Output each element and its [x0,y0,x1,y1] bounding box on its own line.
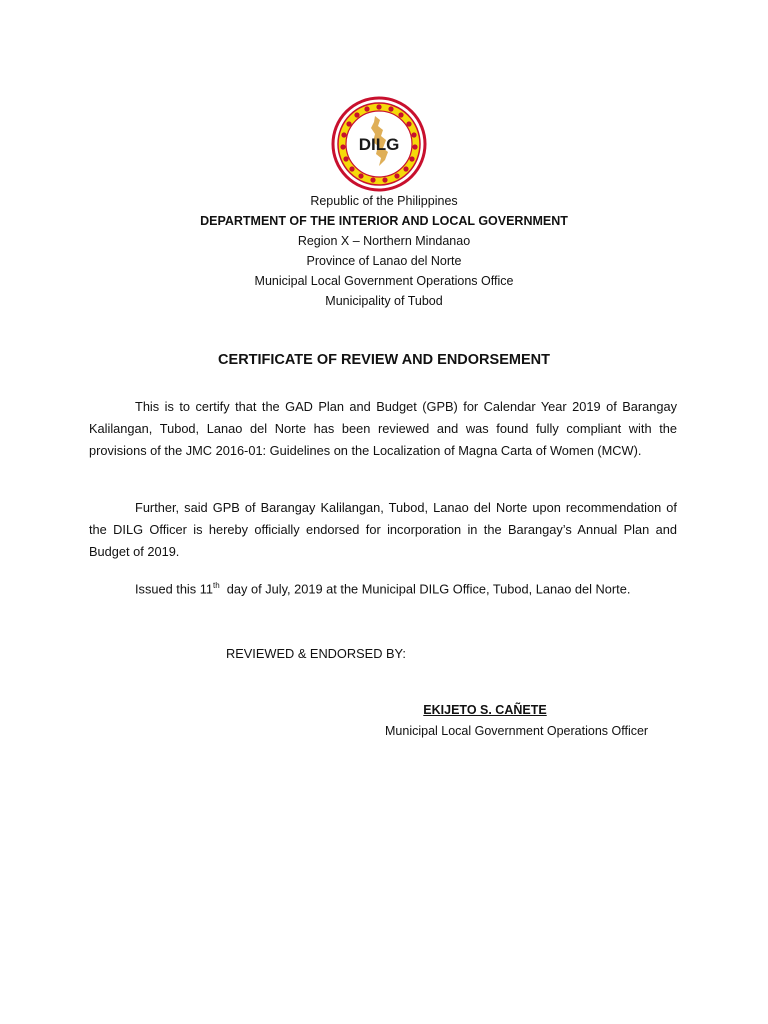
header-department: DEPARTMENT OF THE INTERIOR AND LOCAL GOVERNMENT [200,214,568,228]
dilg-seal-graphic [331,96,427,192]
reviewed-label: REVIEWED & ENDORSED BY: [226,646,406,661]
dilg-seal [331,96,427,192]
letterhead [0,191,768,311]
document-title: CERTIFICATE OF REVIEW AND ENDORSEMENT [218,352,550,368]
signatory-position: Municipal Local Government Operations Officer [385,724,649,738]
svg-text:DILG: DILG [358,135,400,154]
signatory-block [0,703,768,717]
signatory-name: EKIJETO S. CAÑETE [423,703,547,717]
certification-text: This is to certify that the GAD Plan and Budget (GPB) for Calendar Year 2019 of Barangay Kalilangan, Tubod, Lanao del Norte has been reviewed and was found fully compliant with the provisions of the JMC 2016-01: Guidelines on the Localization of Magna Carta of Women (MCW). [89,399,677,458]
header-office: Municipal Local Government Operations Office [254,274,514,288]
endorsement-text: Further, said GPB of Barangay Kalilangan, Tubod, Lanao del Norte upon recommendation of the DILG Officer is hereby officially endorsed for incorporation in the Barangay’s Annual Plan and Budget of 2019. [89,500,677,559]
issued-day-suffix: th [213,581,220,590]
issued-text-post: day of July, 2019 at the Municipal DILG Office, Tubod, Lanao del Norte. [219,581,631,597]
certification-paragraph [89,396,677,461]
endorsement-paragraph [89,497,677,562]
header-province: Province of Lanao del Norte [306,254,462,268]
issued-text-pre: Issued this 11 [135,581,214,597]
header-region: Region X – Northern Mindanao [297,234,471,248]
header-republic: Republic of the Philippines [310,194,458,208]
issued-paragraph [89,575,677,600]
header-municipality: Municipality of Tubod [325,294,443,308]
